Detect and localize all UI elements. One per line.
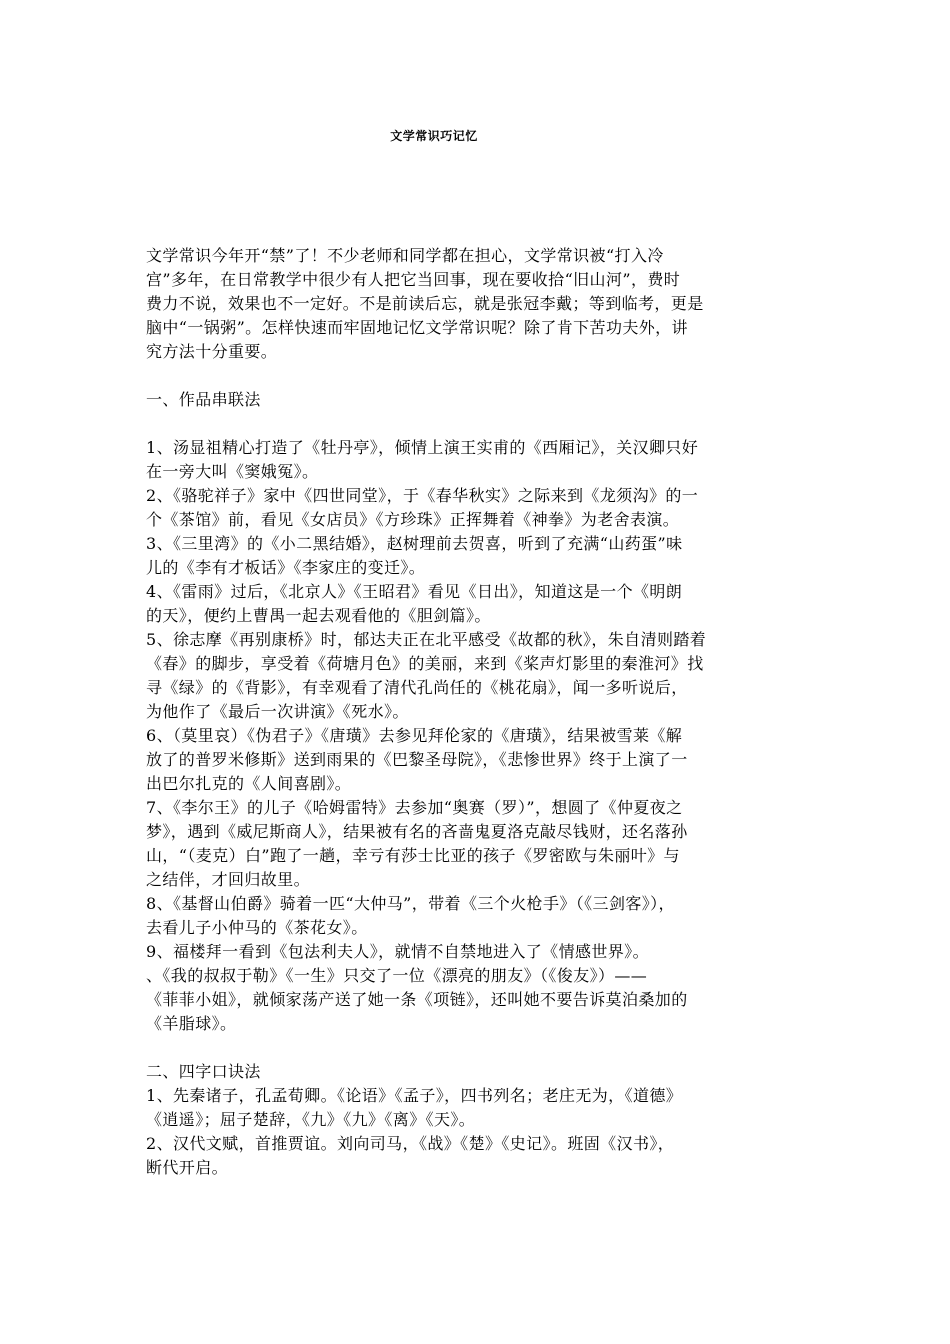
intro-line: 费力不说，效果也不一定好。不是前读后忘，就是张冠李戴；等到临考，更是	[146, 294, 704, 313]
section-heading-works-chain: 一、作品串联法	[146, 390, 261, 409]
section-line: 4、《雷雨》过后，《北京人》《王昭君》看见《日出》，知道这是一个《明朗	[146, 582, 683, 601]
section-line: 《羊脂球》。	[146, 1014, 237, 1033]
section-line: 放了的普罗米修斯》送到雨果的《巴黎圣母院》，《悲惨世界》终于上演了一	[146, 750, 688, 769]
section-line: 《菲菲小姐》，就倾家荡产送了她一条《项链》，还叫她不要告诉莫泊桑加的	[146, 990, 688, 1009]
section-line: 儿的《李有才板话》《李家庄的变迁》。	[146, 558, 426, 577]
section-line: 的天》，便约上曹禺一起去观看他的《胆剑篇》。	[146, 606, 491, 625]
section-line: 出巴尔扎克的《人间喜剧》。	[146, 774, 352, 793]
blank-line	[146, 1036, 826, 1060]
section-works-chain	[146, 436, 826, 1036]
intro-line: 究方法十分重要。	[146, 342, 278, 361]
section-line: 6、（莫里哀）《伪君子》《唐璜》去参见拜伦家的《唐璜》，结果被雪莱《解	[146, 726, 683, 745]
section-line: 《春》的脚步，享受着《荷塘月色》的美丽，来到《桨声灯影里的秦淮河》找	[146, 654, 704, 673]
section-line: 1、汤显祖精心打造了《牡丹亭》，倾情上演王实甫的《西厢记》，关汉卿只好	[146, 438, 699, 457]
section-line: 梦》，遇到《威尼斯商人》，结果被有名的吝啬鬼夏洛克敲尽钱财，还名落孙	[146, 822, 688, 841]
section-line: 8、《基督山伯爵》骑着一匹“大仲马”，带着《三个火枪手》（《三剑客》），	[146, 894, 675, 913]
intro-line: 文学常识今年开“禁”了！不少老师和同学都在担心，文学常识被“打入冷	[146, 246, 664, 265]
blank-line	[146, 412, 826, 436]
section-line: 9、福楼拜一看到《包法利夫人》，就情不自禁地进入了《情感世界》。	[146, 942, 649, 961]
section-line: 在一旁大叫《窦娥冤》。	[146, 462, 319, 481]
section-line: 1、先秦诸子，孔孟荀卿。《论语》《孟子》，四书列名；老庄无为，《道德》	[146, 1086, 683, 1105]
intro-line: 脑中“一锅粥”。怎样快速而牢固地记忆文学常识呢？除了肯下苦功夫外，讲	[146, 318, 688, 337]
section-line: 为他作了《最后一次讲演》《死水》。	[146, 702, 409, 721]
section-line: 去看儿子小仲马的《茶花女》。	[146, 918, 368, 937]
intro-paragraph	[146, 244, 826, 364]
section-line: 《逍遥》；屈子楚辞，《九》《九》《离》《天》。	[146, 1110, 476, 1129]
section-line: 5、徐志摩《再别康桥》时，郁达夫正在北平感受《故都的秋》，朱自清则踏着	[146, 630, 707, 649]
section-line: 3、《三里湾》的《小二黑结婚》，赵树理前去贺喜，听到了充满“山药蛋”味	[146, 534, 683, 553]
document-title: 文学常识巧记忆	[390, 129, 478, 143]
intro-line: 宫”多年，在日常教学中很少有人把它当回事，现在要收拾“旧山河”，费时	[146, 270, 681, 289]
section-line: 山，“（麦克）白”跑了一趟，幸亏有莎士比亚的孩子《罗密欧与朱丽叶》与	[146, 846, 680, 865]
section-line: 寻《绿》的《背影》，有幸观看了清代孔尚任的《桃花扇》，闻一多听说后，	[146, 678, 688, 697]
section-four-char-rhyme	[146, 1084, 826, 1180]
section-line: 7、《李尔王》的儿子《哈姆雷特》去参加“奥赛（罗）”，想圆了《仲夏夜之	[146, 798, 683, 817]
section-line: 个《茶馆》前，看见《女店员》《方珍珠》正挥舞着《神拳》为老舍表演。	[146, 510, 680, 529]
section-line: 之结伴，才回归故里。	[146, 870, 311, 889]
section-line: 2、《骆驼祥子》家中《四世同堂》，于《春华秋实》之际来到《龙须沟》的一	[146, 486, 699, 505]
section-line: 、《我的叔叔于勒》《一生》只交了一位《漂亮的朋友》（《俊友》）——	[146, 966, 648, 985]
blank-line	[146, 364, 826, 388]
section-line: 断代开启。	[146, 1158, 229, 1177]
section-line: 2、汉代文赋，首推贾谊。刘向司马，《战》《楚》《史记》。班固《汉书》，	[146, 1134, 675, 1153]
document-body	[146, 244, 826, 1180]
section-heading-four-char-rhyme: 二、四字口诀法	[146, 1062, 261, 1081]
